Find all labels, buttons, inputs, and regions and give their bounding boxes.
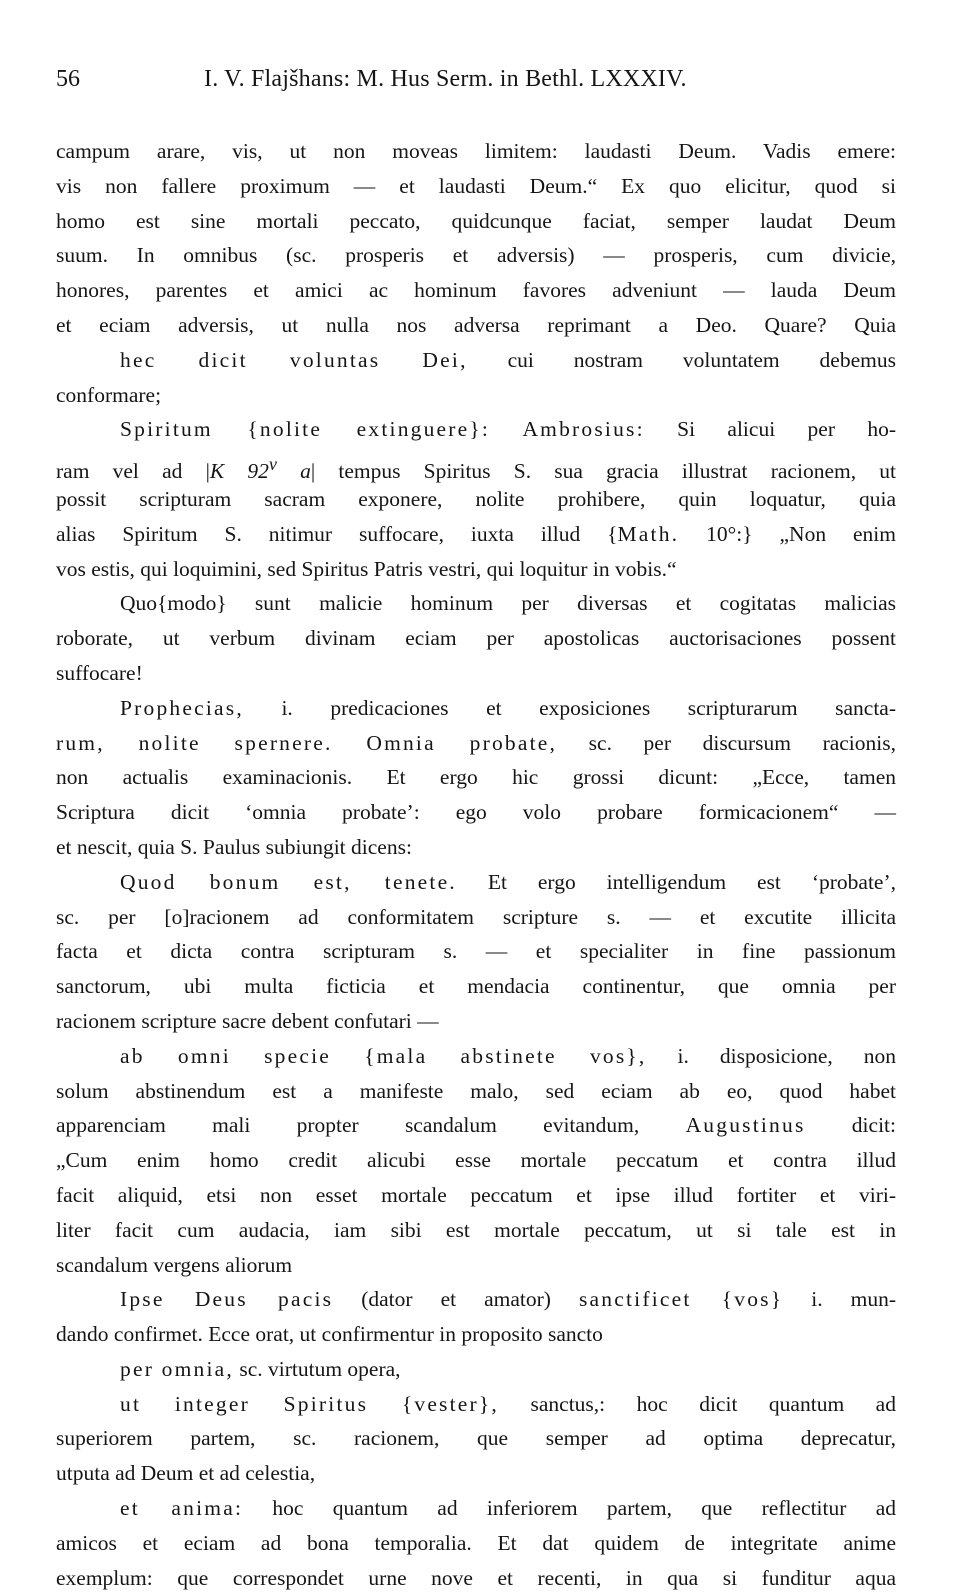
text-line	[56, 1421, 896, 1456]
text-line	[56, 308, 896, 343]
text-run: superiorem partem, sc. racionem, que semper ad optima deprecatur,	[56, 1426, 896, 1451]
text-line	[56, 1352, 896, 1387]
spaced-text: nolite spernere. Omnia probate,	[138, 730, 558, 755]
text-line	[56, 1178, 896, 1213]
text-run: campum arare, vis, ut non moveas limitem: laudasti Deum. Vadis emere:	[56, 139, 896, 163]
text-run: roborate, ut verbum divinam eciam per apostolicas auctorisaciones possent	[56, 626, 896, 651]
spaced-text: Math.	[617, 521, 680, 546]
text-line	[56, 1561, 896, 1595]
paragraph	[56, 1491, 896, 1595]
spaced-text: Quod bonum est, tenete.	[120, 869, 457, 894]
text-run: non actualis examinacionis. Et ergo hic grossi dicunt: „Ecce, tamen	[56, 765, 896, 790]
text-line	[56, 552, 896, 587]
text-run: possit scripturam sacram exponere, nolite prohibere, quin loquatur, quia	[56, 486, 896, 511]
text-line	[56, 830, 896, 865]
text-line	[56, 1143, 896, 1178]
spaced-text: Augustinus	[685, 1113, 806, 1138]
text-line	[56, 1491, 896, 1526]
text-line	[56, 1248, 896, 1283]
text-run: sc. per discursum racionis,	[557, 730, 896, 755]
text-run: | tempus Spiritus S. sua gracia illustrat racionem, ut	[310, 459, 897, 484]
spaced-text: Ipse Deus pacis	[120, 1287, 334, 1312]
text-run: et nescit, quia S. Paulus subiungit dicens:	[56, 834, 412, 859]
text-run: scandalum vergens aliorum	[56, 1252, 293, 1277]
text-run: i. predicaciones et exposiciones scripturarum sancta-	[243, 695, 896, 720]
paragraph	[56, 1039, 896, 1283]
text-line	[56, 1004, 896, 1039]
text-line	[56, 447, 896, 482]
text-run: Si alicui per ho-	[644, 417, 896, 442]
text-run: sanctus,: hoc dicit quantum ad	[499, 1391, 896, 1416]
text-line	[56, 656, 896, 691]
text-line	[56, 865, 896, 900]
text-line	[56, 204, 896, 239]
text-line	[56, 726, 896, 761]
text-run: dando confirmet. Ecce orat, ut confirmentur in proposito sancto	[56, 1322, 603, 1347]
text-line	[56, 760, 896, 795]
text-run: suum. In omnibus (sc. prosperis et adversis) — prosperis, cum divicie,	[56, 243, 896, 268]
paragraph	[56, 412, 896, 586]
text-run: Scriptura dicit ‘omnia probate’: ego volo probare formicacionem“ —	[56, 800, 896, 825]
text-run: utputa ad Deum et ad celestia,	[56, 1461, 316, 1486]
text-line	[56, 900, 896, 935]
running-title: I. V. Flajšhans: M. Hus Serm. in Bethl. LXXXIV.	[204, 66, 687, 92]
paragraph	[56, 865, 896, 1039]
spaced-text: Spiritum {nolite extinguere}:	[120, 417, 491, 442]
text-line	[56, 586, 896, 621]
text-line	[56, 273, 896, 308]
text-line	[56, 238, 896, 273]
text-run: Et ergo intelligendum est ‘probate’,	[456, 869, 896, 894]
text-run: hoc quantum ad inferiorem partem, que reflectitur ad	[243, 1496, 896, 1521]
text-run: cui nostram voluntatem debemus	[467, 347, 896, 372]
text-run: et eciam adversis, ut nulla nos adversa reprimant a Deo. Quare? Quia	[56, 312, 896, 337]
text-line	[56, 969, 896, 1004]
paragraph	[56, 134, 896, 412]
text-run: v	[268, 454, 277, 475]
text-run: (dator et amator)	[333, 1287, 579, 1312]
text-run: alias Spiritum S. nitimur suffocare, iuxta illud {	[56, 521, 618, 546]
text-line	[56, 134, 896, 169]
text-run: apparenciam mali propter scandalum evitandum,	[56, 1113, 686, 1138]
spaced-text: Ambrosius:	[522, 417, 645, 442]
text-line	[56, 517, 896, 552]
paragraph	[56, 1282, 896, 1352]
text-line	[56, 1108, 896, 1143]
text-run: conformare;	[56, 382, 162, 407]
text-run: vos estis, qui loquimini, sed Spiritus Patris vestri, qui loquitur in vobis.“	[56, 556, 677, 581]
text-line	[56, 1317, 896, 1352]
text-run: K 92	[209, 459, 269, 484]
page-number: 56	[56, 66, 80, 92]
paragraph	[56, 691, 896, 865]
text-run: racionem scripture sacre debent confutari —	[56, 1008, 439, 1033]
text-run: ram vel ad |	[56, 459, 210, 484]
text-run: sc. per [o]racionem ad conformitatem scripture s. — et excutite illicita	[56, 904, 896, 929]
text-line	[56, 621, 896, 656]
text-run: i. disposicione, non	[646, 1043, 896, 1068]
text-line	[56, 1074, 896, 1109]
text-run: „Cum enim homo credit alicubi esse mortale peccatum et contra illud	[56, 1148, 896, 1173]
text-run: a	[276, 459, 311, 484]
spaced-text: sanctificet {vos}	[578, 1287, 784, 1312]
spaced-text: et anima:	[120, 1496, 244, 1521]
text-line	[56, 378, 896, 413]
spaced-text: per omnia,	[120, 1356, 234, 1381]
paragraph	[56, 1352, 896, 1387]
text-run: facit aliquid, etsi non esset mortale peccatum et ipse illud fortiter et viri-	[56, 1182, 896, 1207]
text-run: sanctorum, ubi multa ficticia et mendacia continentur, que omnia per	[56, 974, 896, 999]
text-line	[56, 795, 896, 830]
spaced-text: hec dicit voluntas Dei,	[120, 347, 468, 372]
text-run: facta et dicta contra scripturam s. — et specialiter in fine passionum	[56, 939, 896, 964]
text-run: dicit:	[805, 1113, 896, 1138]
text-run: 10°:} „Non enim	[679, 521, 896, 546]
text-line	[56, 1456, 896, 1491]
text-line	[56, 1039, 896, 1074]
spaced-text: Prophecias,	[120, 695, 244, 720]
text-run: liter facit cum audacia, iam sibi est mortale peccatum, ut si tale est in	[56, 1217, 896, 1242]
text-line	[56, 1387, 896, 1422]
text-run: suffocare!	[56, 660, 143, 685]
text-line	[56, 482, 896, 517]
text-line	[56, 691, 896, 726]
text-run	[490, 417, 522, 441]
text-line	[56, 1526, 896, 1561]
text-run: solum abstinendum est a manifeste malo, sed eciam ab eo, quod habet	[56, 1078, 896, 1103]
text-line	[56, 934, 896, 969]
text-run: honores, parentes et amici ac hominum favores adveniunt — lauda Deum	[56, 278, 896, 303]
spaced-text: ut integer Spiritus {vester},	[120, 1391, 499, 1416]
text-run: homo est sine mortali peccato, quidcunque faciat, semper laudat Deum	[56, 208, 896, 233]
text-line	[56, 412, 896, 447]
paragraph	[56, 586, 896, 690]
text-line	[56, 343, 896, 378]
spaced-text: ab omni specie {mala abstinete vos},	[120, 1043, 647, 1068]
text-run: sc. virtutum opera,	[233, 1356, 401, 1381]
text-line	[56, 1213, 896, 1248]
text-run: i. mun-	[783, 1287, 897, 1312]
text-run: vis non fallere proximum — et laudasti Deum.“ Ex quo elicitur, quod si	[56, 173, 896, 198]
text-line	[56, 169, 896, 204]
text-line	[56, 1282, 896, 1317]
text-run: Quo{modo} sunt malicie hominum per diversas et cogitatas malicias	[120, 591, 896, 616]
main-text	[56, 134, 896, 1595]
paragraph	[56, 1387, 896, 1491]
spaced-text: rum,	[56, 730, 139, 755]
text-run: amicos et eciam ad bona temporalia. Et dat quidem de integritate anime	[56, 1530, 896, 1555]
text-run: exemplum: que correspondet urne nove et recenti, in qua si funditur aqua	[56, 1565, 896, 1590]
